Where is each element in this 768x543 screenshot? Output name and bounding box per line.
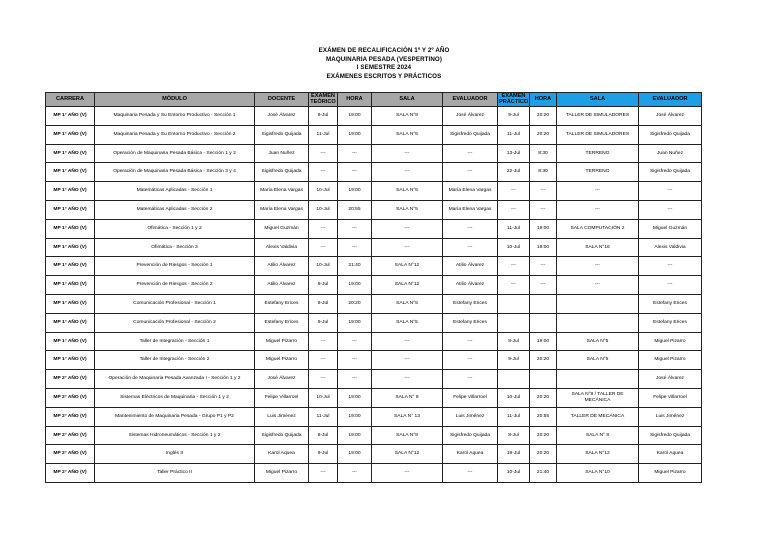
cell-evaluador-practico: Miguel Pizarro: [639, 351, 702, 370]
cell-examen-practico: 11-Jul: [498, 219, 530, 238]
cell-hora-teorico: 19:00: [338, 107, 372, 126]
title-line-4: EXÁMENES ESCRITOS Y PRÁCTICOS: [326, 72, 442, 80]
cell-evaluador-practico: Felipe Villarroel: [639, 388, 702, 407]
cell-evaluador-practico: Miguel Pizarro: [639, 332, 702, 351]
table-row: [46, 332, 702, 351]
cell-evaluador-practico: ---: [639, 276, 702, 295]
cell-hora-practico: 19:00: [530, 219, 557, 238]
cell-docente: Estefany Erices: [255, 294, 309, 313]
cell-evaluador-teorico: Karol Aquea: [443, 445, 498, 464]
cell-carrera: MP 1° AÑO (V): [46, 313, 95, 332]
cell-modulo: Inglés II: [95, 445, 255, 464]
cell-evaluador-practico: Juan Nuñez: [639, 144, 702, 163]
cell-sala-teorico: SALA N°5: [372, 313, 443, 332]
cell-modulo: Taller de Integración - Sección 1: [95, 332, 255, 351]
cell-modulo: Sistemas Hidroneumáticos - Sección 1 y 2: [95, 426, 255, 445]
cell-examen-teorico: ---: [309, 144, 338, 163]
cell-evaluador-practico: Karol Aquea: [639, 445, 702, 464]
cell-docente: Miguel Pizarro: [255, 464, 309, 483]
cell-docente: Estefany Erices: [255, 313, 309, 332]
cell-hora-teorico: 19:00: [338, 276, 372, 295]
title-line-3: I SEMESTRE 2024: [356, 64, 412, 71]
cell-carrera: MP 1° AÑO (V): [46, 257, 95, 276]
cell-examen-practico: 22-Jul: [498, 163, 530, 182]
cell-docente: Karol Aquea: [255, 445, 309, 464]
cell-examen-practico: 13-Jul: [498, 144, 530, 163]
cell-examen-practico: ---: [498, 200, 530, 219]
cell-modulo: Comunicación Profesional - Sección 1: [95, 294, 255, 313]
cell-examen-teorico: ---: [309, 351, 338, 370]
cell-sala-teorico: ---: [372, 351, 443, 370]
cell-modulo: Maquinaria Pesada y Su Entorno Productivo - Sección 2: [95, 125, 255, 144]
cell-carrera: MP 1° AÑO (V): [46, 332, 95, 351]
title-line-2: MAQUINARIA PESADA (VESPERTINO): [326, 55, 442, 63]
cell-examen-practico: 9-Jul: [498, 107, 530, 126]
cell-evaluador-teorico: Felipe Villarroel: [443, 388, 498, 407]
cell-sala-practico: TERRENO: [557, 163, 639, 182]
cell-carrera: MP 2° AÑO (V): [46, 445, 95, 464]
cell-examen-teorico: ---: [309, 332, 338, 351]
cell-hora-practico: 20:20: [530, 445, 557, 464]
cell-sala-practico: ---: [557, 182, 639, 201]
cell-hora-teorico: 19:00: [338, 182, 372, 201]
cell-hora-practico: 20:55: [530, 407, 557, 426]
cell-docente: Atilio Álvarez: [255, 257, 309, 276]
table-row: [46, 276, 702, 295]
cell-hora-teorico: 19:00: [338, 407, 372, 426]
cell-examen-teorico: 10-Jul: [309, 200, 338, 219]
cell-sala-teorico: ---: [372, 163, 443, 182]
cell-evaluador-teorico: Atilio Álvarez: [443, 276, 498, 295]
cell-evaluador-teorico: Estefany Erices: [443, 313, 498, 332]
table-row: [46, 313, 702, 332]
cell-docente: María Elena Vargas: [255, 182, 309, 201]
table-row: [46, 407, 702, 426]
cell-hora-practico: ---: [530, 200, 557, 219]
cell-sala-teorico: SALA N°9: [372, 107, 443, 126]
cell-evaluador-practico: Sigisfredo Quijada: [639, 125, 702, 144]
table-row: [46, 219, 702, 238]
table-row: [46, 182, 702, 201]
cell-sala-practico: ---: [557, 257, 639, 276]
cell-examen-teorico: 8-Jul: [309, 276, 338, 295]
cell-modulo: Mantenimiento de Maquinaria Pesada - Grupo P1 y P2: [95, 407, 255, 426]
cell-carrera: MP 1° AÑO (V): [46, 144, 95, 163]
cell-hora-teorico: ---: [338, 351, 372, 370]
cell-hora-practico: 19:00: [530, 238, 557, 257]
cell-hora-teorico: 20:20: [338, 294, 372, 313]
cell-docente: Felipe Villarroel: [255, 388, 309, 407]
title-line-1: EXÁMEN DE RECALIFICACIÓN 1º Y 2º AÑO: [318, 47, 450, 54]
cell-evaluador-teorico: María Elena Vargas: [443, 182, 498, 201]
cell-carrera: MP 1° AÑO (V): [46, 276, 95, 295]
cell-evaluador-practico: Sigisfredo Quijada: [639, 163, 702, 182]
cell-examen-teorico: ---: [309, 163, 338, 182]
cell-carrera: MP 2° AÑO (V): [46, 370, 95, 389]
cell-examen-teorico: 8-Jul: [309, 426, 338, 445]
col-sala-practico: SALA: [557, 93, 639, 107]
cell-docente: Miguel Guzmán: [255, 219, 309, 238]
cell-sala-teorico: SALA N°5: [372, 182, 443, 201]
cell-docente: Miguel Pizarro: [255, 332, 309, 351]
cell-examen-teorico: 10-Jul: [309, 388, 338, 407]
cell-carrera: MP 2° AÑO (V): [46, 464, 95, 483]
cell-carrera: MP 2° AÑO (V): [46, 407, 95, 426]
col-docente: DOCENTE: [255, 93, 309, 107]
cell-evaluador-teorico: José Álvarez: [443, 107, 498, 126]
cell-examen-practico: [498, 313, 530, 332]
table-row: [46, 464, 702, 483]
cell-sala-practico: SALA N°10: [557, 464, 639, 483]
cell-sala-teorico: ---: [372, 144, 443, 163]
cell-carrera: MP 1° AÑO (V): [46, 294, 95, 313]
cell-examen-practico: [498, 370, 530, 389]
cell-sala-practico: SALA COMPUTACIÓN 2: [557, 219, 639, 238]
cell-hora-practico: 20:20: [530, 388, 557, 407]
cell-carrera: MP 1° AÑO (V): [46, 107, 95, 126]
col-evaluador-teorico: EVALUADOR: [443, 93, 498, 107]
cell-evaluador-practico: ---: [639, 182, 702, 201]
cell-examen-teorico: 10-Jul: [309, 257, 338, 276]
cell-carrera: MP 1° AÑO (V): [46, 351, 95, 370]
table-body: [46, 107, 702, 483]
cell-evaluador-practico: Miguel Guzmán: [639, 219, 702, 238]
cell-evaluador-practico: ---: [639, 200, 702, 219]
cell-hora-practico: 8:30: [530, 163, 557, 182]
cell-evaluador-teorico: Sigisfredo Quijada: [443, 125, 498, 144]
document-title-block: [0, 47, 768, 81]
cell-carrera: MP 1° AÑO (V): [46, 219, 95, 238]
table-row: [46, 294, 702, 313]
cell-hora-practico: 20:20: [530, 426, 557, 445]
cell-hora-practico: 20:20: [530, 125, 557, 144]
cell-evaluador-teorico: Atilio Álvarez: [443, 257, 498, 276]
cell-hora-teorico: 19:00: [338, 313, 372, 332]
cell-evaluador-practico: Alexis Valdivia: [639, 238, 702, 257]
cell-modulo: Taller Práctico II: [95, 464, 255, 483]
table-row: [46, 388, 702, 407]
cell-sala-practico: [557, 370, 639, 389]
cell-hora-practico: ---: [530, 182, 557, 201]
cell-hora-teorico: 19:00: [338, 445, 372, 464]
table-row: [46, 125, 702, 144]
cell-examen-practico: 8-Jul: [498, 332, 530, 351]
cell-hora-teorico: ---: [338, 464, 372, 483]
cell-docente: José Álvarez: [255, 107, 309, 126]
cell-hora-teorico: ---: [338, 370, 372, 389]
cell-modulo: Taller de Integración - Sección 2: [95, 351, 255, 370]
cell-sala-practico: SALA N° 8: [557, 426, 639, 445]
cell-hora-teorico: ---: [338, 332, 372, 351]
cell-docente: José Álvarez: [255, 370, 309, 389]
cell-examen-teorico: 9-Jul: [309, 445, 338, 464]
cell-sala-practico: TALLER DE SIMULADORES: [557, 125, 639, 144]
cell-evaluador-teorico: Luis Jiménez: [443, 407, 498, 426]
cell-examen-practico: 8-Jul: [498, 426, 530, 445]
col-hora-practico: HORA: [530, 93, 557, 107]
cell-sala-teorico: ---: [372, 464, 443, 483]
cell-sala-practico: SALA N°8 / TALLER DE MECÁNICA: [557, 388, 639, 407]
cell-sala-teorico: ---: [372, 219, 443, 238]
cell-modulo: Matemáticas Aplicadas - Sección 1: [95, 182, 255, 201]
table-row: [46, 370, 702, 389]
cell-hora-practico: 20:20: [530, 351, 557, 370]
cell-examen-practico: 10-Jul: [498, 464, 530, 483]
cell-evaluador-practico: José Álvarez: [639, 370, 702, 389]
table-row: [46, 144, 702, 163]
cell-carrera: MP 2° AÑO (V): [46, 426, 95, 445]
cell-docente: María Elena Vargas: [255, 200, 309, 219]
cell-modulo: Sistemas Eléctricos de Maquinaria - Sección 1 y 2: [95, 388, 255, 407]
cell-modulo: Operación de Maquinaria Pesada Básica - Sección 3 y 4: [95, 163, 255, 182]
cell-evaluador-practico: José Álvarez: [639, 107, 702, 126]
col-examen-teorico: EXAMEN TEÓRICO: [310, 92, 336, 105]
cell-hora-practico: 8:30: [530, 144, 557, 163]
cell-sala-practico: [557, 294, 639, 313]
cell-sala-practico: ---: [557, 276, 639, 295]
table-row: [46, 200, 702, 219]
cell-sala-practico: SALA N°5: [557, 332, 639, 351]
cell-examen-teorico: 9-Jul: [309, 107, 338, 126]
cell-docente: Juan Nuñez: [255, 144, 309, 163]
table-row: [46, 351, 702, 370]
cell-sala-teorico: SALA N°5: [372, 294, 443, 313]
cell-sala-practico: TERRENO: [557, 144, 639, 163]
cell-examen-teorico: 10-Jul: [309, 182, 338, 201]
cell-sala-teorico: ---: [372, 238, 443, 257]
cell-carrera: MP 1° AÑO (V): [46, 125, 95, 144]
cell-evaluador-teorico: María Elena Vargas: [443, 200, 498, 219]
cell-evaluador-teorico: ---: [443, 464, 498, 483]
cell-sala-teorico: SALA N°12: [372, 276, 443, 295]
cell-hora-teorico: ---: [338, 219, 372, 238]
cell-carrera: MP 1° AÑO (V): [46, 163, 95, 182]
cell-modulo: Prevención de Riesgos - Sección 1: [95, 257, 255, 276]
cell-sala-practico: [557, 313, 639, 332]
cell-evaluador-teorico: ---: [443, 219, 498, 238]
cell-evaluador-teorico: Estefany Erices: [443, 294, 498, 313]
cell-examen-teorico: ---: [309, 238, 338, 257]
cell-evaluador-teorico: Sigisfredo Quijada: [443, 426, 498, 445]
cell-examen-teorico: ---: [309, 464, 338, 483]
cell-examen-teorico: 9-Jul: [309, 313, 338, 332]
cell-docente: Miguel Pizarro: [255, 351, 309, 370]
cell-evaluador-practico: ---: [639, 257, 702, 276]
table-header: [46, 93, 702, 107]
cell-examen-practico: ---: [498, 257, 530, 276]
cell-modulo: Matemáticas Aplicadas - Sección 2: [95, 200, 255, 219]
cell-examen-practico: 11-Jul: [498, 125, 530, 144]
cell-examen-teorico: 11-Jul: [309, 125, 338, 144]
table-row: [46, 445, 702, 464]
cell-evaluador-practico: Estefany Erices: [639, 294, 702, 313]
cell-modulo: Prevención de Riesgos - Sección 2: [95, 276, 255, 295]
col-carrera: CARRERA: [46, 93, 95, 107]
cell-hora-teorico: 21:40: [338, 257, 372, 276]
col-evaluador-practico: EVALUADOR: [639, 93, 702, 107]
table-row: [46, 163, 702, 182]
cell-evaluador-teorico: ---: [443, 332, 498, 351]
cell-evaluador-practico: Estefany Erices: [639, 313, 702, 332]
cell-examen-practico: 10-Jul: [498, 388, 530, 407]
cell-carrera: MP 1° AÑO (V): [46, 200, 95, 219]
cell-hora-practico: 21:40: [530, 464, 557, 483]
cell-sala-practico: ---: [557, 200, 639, 219]
table-row: [46, 426, 702, 445]
cell-examen-practico: [498, 294, 530, 313]
table-row: [46, 238, 702, 257]
cell-modulo: Operación de Maquinaria Pesada Avanzada I - Sección 1 y 2: [95, 370, 255, 389]
cell-evaluador-teorico: ---: [443, 144, 498, 163]
cell-examen-practico: 10-Jul: [498, 238, 530, 257]
cell-modulo: Ofimática - Sección 1 y 2: [95, 219, 255, 238]
cell-sala-practico: SALA N°5: [557, 351, 639, 370]
cell-hora-practico: 19:00: [530, 332, 557, 351]
cell-docente: Sigisfredo Quijada: [255, 125, 309, 144]
cell-sala-teorico: SALA N°5: [372, 125, 443, 144]
cell-docente: Sigisfredo Quijada: [255, 426, 309, 445]
cell-hora-teorico: ---: [338, 238, 372, 257]
cell-examen-teorico: 8-Jul: [309, 294, 338, 313]
table-row: [46, 107, 702, 126]
cell-docente: Atilio Álvarez: [255, 276, 309, 295]
cell-examen-practico: ---: [498, 276, 530, 295]
cell-hora-practico: [530, 370, 557, 389]
cell-examen-teorico: ---: [309, 370, 338, 389]
cell-carrera: MP 1° AÑO (V): [46, 238, 95, 257]
cell-docente: Luis Jiménez: [255, 407, 309, 426]
cell-hora-practico: ---: [530, 276, 557, 295]
col-sala-teorico: SALA: [372, 93, 443, 107]
cell-sala-teorico: ---: [372, 370, 443, 389]
cell-hora-teorico: 19:00: [338, 388, 372, 407]
cell-sala-teorico: SALA N°12: [372, 445, 443, 464]
cell-sala-teorico: SALA N° 13: [372, 407, 443, 426]
cell-hora-practico: [530, 313, 557, 332]
cell-examen-practico: 11-Jul: [498, 407, 530, 426]
cell-hora-teorico: ---: [338, 163, 372, 182]
cell-evaluador-teorico: ---: [443, 163, 498, 182]
table-row: [46, 257, 702, 276]
cell-sala-teorico: SALA N°12: [372, 257, 443, 276]
cell-evaluador-teorico: ---: [443, 370, 498, 389]
cell-hora-practico: [530, 294, 557, 313]
cell-carrera: MP 1° AÑO (V): [46, 182, 95, 201]
cell-carrera: MP 2° AÑO (V): [46, 388, 95, 407]
cell-sala-practico: TALLER DE MECÁNICA: [557, 407, 639, 426]
cell-hora-practico: 20:20: [530, 107, 557, 126]
cell-hora-teorico: 19:00: [338, 125, 372, 144]
cell-sala-practico: TALLER DE SIMULADORES: [557, 107, 639, 126]
cell-sala-teorico: ---: [372, 332, 443, 351]
cell-examen-practico: 9-Jul: [498, 351, 530, 370]
cell-docente: Alexis Valdivia: [255, 238, 309, 257]
cell-evaluador-teorico: ---: [443, 351, 498, 370]
cell-evaluador-practico: Luis Jiménez: [639, 407, 702, 426]
cell-sala-teorico: SALA N° 8: [372, 388, 443, 407]
cell-modulo: Ofimática - Sección 3: [95, 238, 255, 257]
cell-hora-teorico: 19:00: [338, 426, 372, 445]
cell-examen-practico: 19-Jul: [498, 445, 530, 464]
cell-evaluador-teorico: ---: [443, 238, 498, 257]
cell-sala-teorico: SALA N°9: [372, 426, 443, 445]
cell-modulo: Maquinaria Pesada y Su Entorno Productivo - Sección 1: [95, 107, 255, 126]
exam-schedule-table: [45, 92, 702, 483]
cell-docente: Sigisfredo Quijada: [255, 163, 309, 182]
col-examen-practico: EXAMEN PRÁCTICO: [499, 92, 529, 105]
cell-modulo: Comunicación Profesional - Sección 2: [95, 313, 255, 332]
cell-examen-practico: ---: [498, 182, 530, 201]
cell-examen-teorico: 11-Jul: [309, 407, 338, 426]
cell-hora-teorico: ---: [338, 144, 372, 163]
cell-modulo: Operación de Maquinaria Pesada Básica - Sección 1 y 2: [95, 144, 255, 163]
col-hora-teorico: HORA: [338, 93, 372, 107]
cell-examen-teorico: ---: [309, 219, 338, 238]
cell-evaluador-practico: Sigisfredo Quijada: [639, 426, 702, 445]
cell-sala-teorico: SALA N°5: [372, 200, 443, 219]
cell-sala-practico: SALA N°12: [557, 445, 639, 464]
cell-hora-teorico: 20:55: [338, 200, 372, 219]
cell-evaluador-practico: Miguel Pizarro: [639, 464, 702, 483]
col-modulo: MÓDULO: [95, 93, 255, 107]
cell-sala-practico: SALA N°16: [557, 238, 639, 257]
cell-hora-practico: ---: [530, 257, 557, 276]
